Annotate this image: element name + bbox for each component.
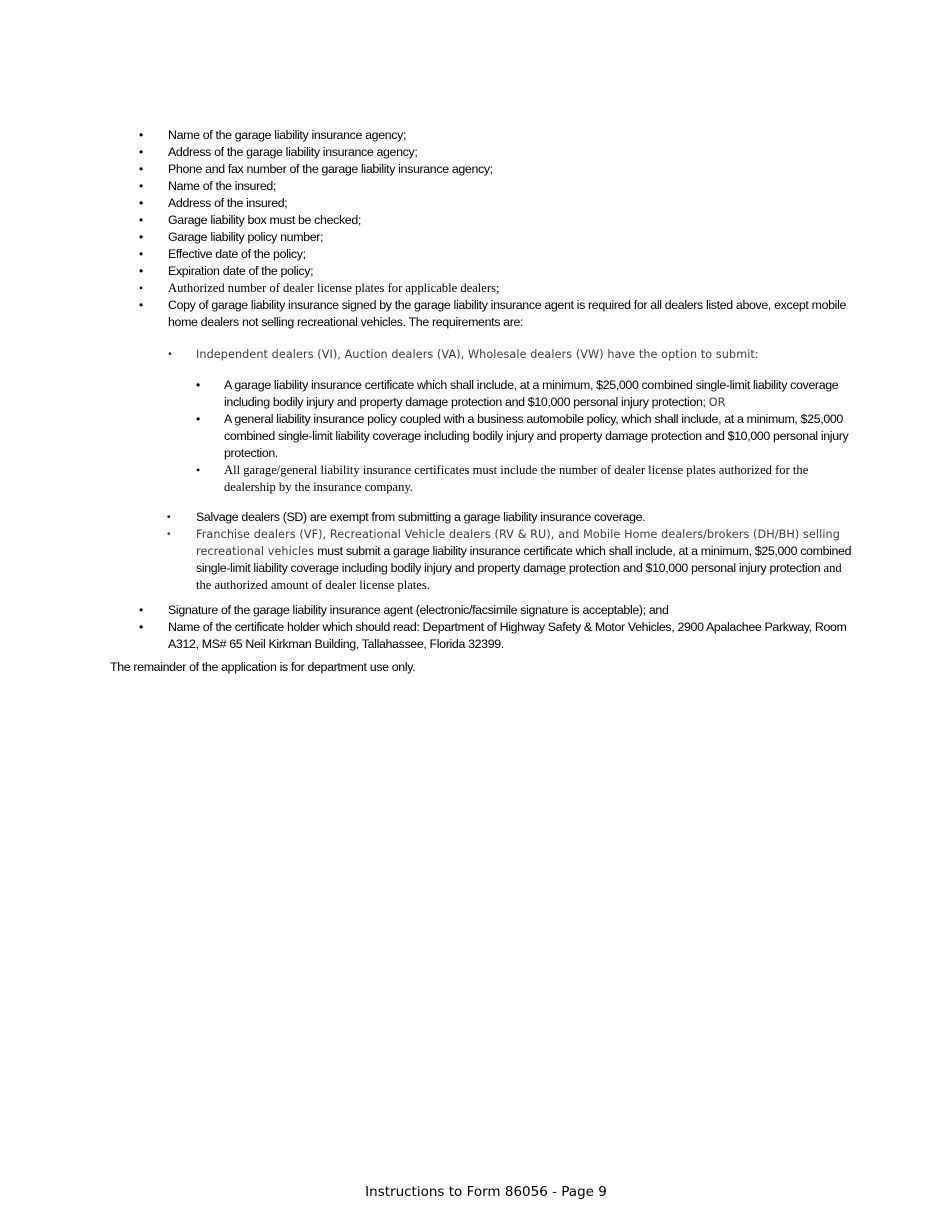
sublist-item-salvage: [138, 509, 860, 526]
bullet-icon: •: [139, 213, 143, 227]
sublist-item-independent: [138, 346, 860, 496]
bullet-icon: •: [167, 349, 173, 360]
sublist-item-franchise: [138, 526, 860, 594]
page-footer: Instructions to Form 86056 - Page 9: [365, 1184, 607, 1200]
list-item: [110, 127, 860, 144]
requirements-list: [110, 127, 860, 653]
bullet-icon: •: [139, 298, 143, 312]
list-item: [110, 161, 860, 178]
list-item: [110, 144, 860, 161]
option-item: [166, 462, 860, 496]
list-item: [110, 619, 860, 653]
bullet-icon: •: [139, 162, 143, 176]
list-item-text: Garage liability policy number;: [168, 230, 324, 244]
bullet-icon: •: [139, 230, 143, 244]
list-item: [110, 280, 860, 297]
list-item-text: Name of the insured;: [168, 179, 277, 193]
bullet-icon: •: [196, 412, 200, 426]
sublist-item-text: Salvage dealers (SD) are exempt from submitting a garage liability insurance coverage.: [196, 510, 646, 524]
dealer-type-sublist: [168, 346, 860, 594]
franchise-dealer-types: Franchise dealers (VF), Recreational Vehicle dealers (RV & RU), and Mobile Home dealers/brokers (DH/BH) selling recreational vehicles: [196, 528, 840, 558]
bullet-icon: •: [139, 603, 143, 617]
list-item-text: Effective date of the policy;: [168, 247, 306, 261]
list-item-text: Copy of garage liability insurance signed by the garage liability insurance agent is required for all dealers listed above, except mobile home dealers not selling recreational vehicles. The requirements are:: [168, 298, 847, 329]
list-item-text: Name of the certificate holder which should read: Department of Highway Safety & Motor Vehicles, 2900 Apalachee Parkway, Room A312, MS# 65 Neil Kirkman Building, Tallahassee, Florida 32399.: [168, 620, 847, 651]
bullet-icon: •: [139, 196, 143, 210]
list-item-text: Expiration date of the policy;: [168, 264, 314, 278]
bullet-icon: •: [139, 128, 143, 142]
bullet-icon: •: [139, 264, 143, 278]
option-text: A garage liability insurance certificate which shall include, at a minimum, $25,000 combined single-limit liability coverage including bodily injury and property damage protection and $10,000 personal injury protection;: [224, 378, 839, 409]
list-item: [110, 195, 860, 212]
bullet-icon: •: [167, 512, 171, 523]
bullet-icon: •: [139, 179, 143, 193]
franchise-requirement: must submit a garage liability insurance certificate which shall include, at a minimum, $25,000 combined single-limit liability coverage including bodily injury and property damage protection and $10,000 personal injury protection: [196, 544, 852, 575]
list-item-text: Address of the garage liability insurance agency;: [168, 145, 418, 159]
list-item: [110, 263, 860, 280]
option-text: A general liability insurance policy coupled with a business automobile policy, which shall include, at a minimum, $25,000 combined single-limit liability coverage including bodily injury and property damage protection and $10,000 personal injury protection.: [224, 412, 849, 460]
bullet-icon: •: [167, 529, 171, 540]
option-item: [166, 377, 860, 411]
list-item-text: Name of the garage liability insurance agency;: [168, 128, 407, 142]
list-item: [110, 229, 860, 246]
list-item-text: Address of the insured;: [168, 196, 288, 210]
bullet-icon: •: [139, 620, 143, 634]
option-suffix: OR: [708, 396, 726, 409]
bullet-icon: •: [139, 247, 143, 261]
bullet-icon: •: [139, 145, 143, 159]
list-item-text: Authorized number of dealer license plates for applicable dealers;: [168, 281, 500, 295]
list-item: [110, 178, 860, 195]
bullet-icon: •: [196, 463, 201, 477]
option-text: All garage/general liability insurance certificates must include the number of dealer license plates authorized for the dealership by the insurance company.: [224, 463, 809, 494]
bullet-icon: •: [196, 378, 200, 392]
sublist-item-text: Independent dealers (VI), Auction dealers (VA), Wholesale dealers (VW) have the option to submit:: [196, 348, 759, 361]
option-item: [166, 411, 860, 462]
list-item: [110, 602, 860, 619]
bullet-icon: •: [139, 281, 144, 295]
franchise-plates-note: and the authorized amount of dealer license plates.: [196, 561, 842, 592]
list-item: [110, 297, 860, 594]
options-sublist: [196, 377, 860, 496]
document-body: [110, 127, 860, 676]
list-item: [110, 246, 860, 263]
list-item-text: Garage liability box must be checked;: [168, 213, 361, 227]
closing-note: The remainder of the application is for department use only.: [110, 660, 416, 674]
list-item-text: Phone and fax number of the garage liability insurance agency;: [168, 162, 493, 176]
list-item-text: Signature of the garage liability insurance agent (electronic/facsimile signature is acceptable); and: [168, 603, 669, 617]
list-item: [110, 212, 860, 229]
